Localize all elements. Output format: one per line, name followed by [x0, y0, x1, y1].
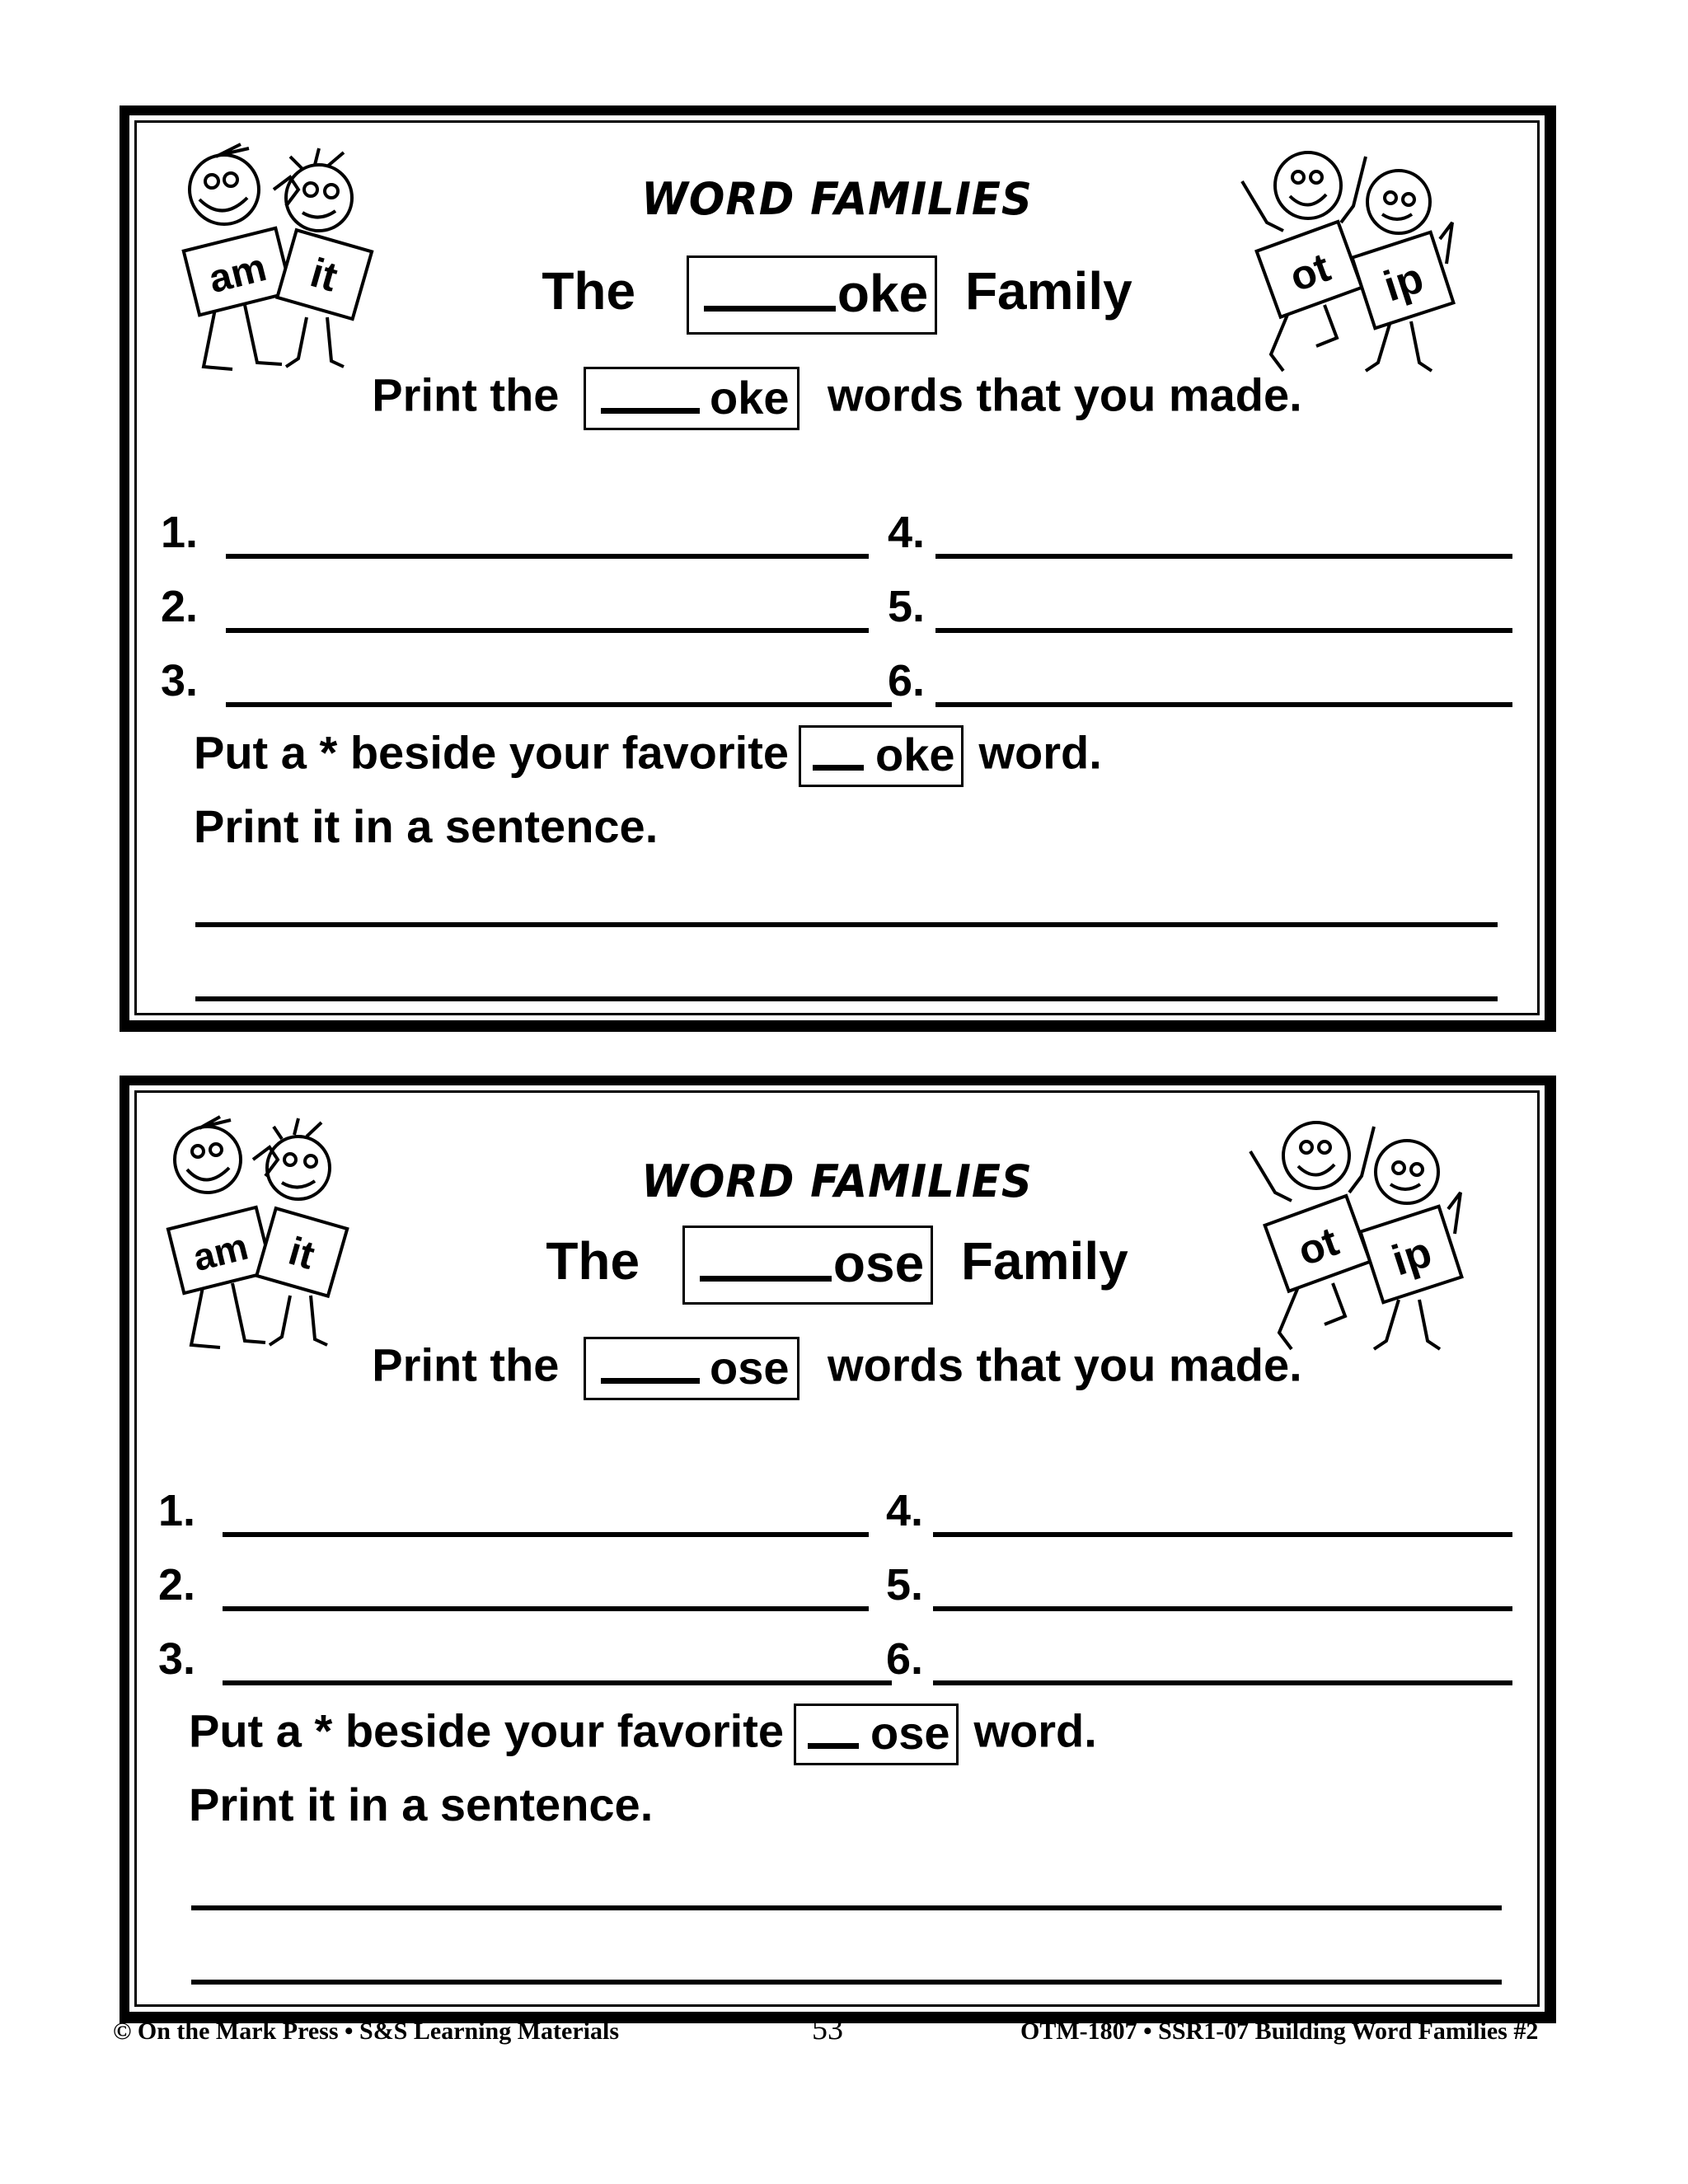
worksheet-card-oke [120, 105, 1556, 1032]
number-5: 5. [888, 582, 926, 631]
answer-line-3[interactable] [226, 702, 892, 707]
sentence-line-1[interactable] [195, 922, 1498, 927]
print-ending: ose [709, 1342, 790, 1394]
number-1: 1. [161, 508, 199, 557]
number-3: 3. [161, 656, 199, 705]
favorite-ending: ose [870, 1707, 950, 1759]
svg-text:am: am [188, 1224, 253, 1280]
heading: WORD FAMILIES [641, 1155, 1033, 1207]
blank [601, 1378, 700, 1384]
answer-line-4[interactable] [935, 554, 1512, 559]
favorite-ending: oke [874, 729, 955, 780]
svg-text:am: am [204, 245, 271, 302]
print-tail: words that you made. [828, 368, 1302, 421]
answer-line-4[interactable] [933, 1532, 1512, 1537]
print-ending-box [584, 367, 800, 430]
family-prefix: The [546, 1230, 640, 1291]
print-ending: oke [709, 372, 790, 424]
family-prefix: The [542, 260, 636, 321]
answer-line-5[interactable] [935, 628, 1512, 633]
print-instruction [129, 367, 1545, 430]
number-2: 2. [158, 1560, 196, 1610]
worksheet-card-ose [120, 1076, 1556, 2023]
number-6: 6. [886, 1634, 924, 1684]
svg-text:ot: ot [1283, 243, 1336, 301]
sentence-prompt: Print it in a sentence. [194, 800, 659, 852]
svg-text:ip: ip [1377, 254, 1429, 312]
number-4: 4. [886, 1486, 924, 1535]
blank [808, 1743, 859, 1749]
print-prefix: Print the [372, 368, 560, 421]
family-heading [129, 1226, 1545, 1305]
number-5: 5. [886, 1560, 924, 1610]
print-tail: words that you made. [828, 1338, 1302, 1391]
heading: WORD FAMILIES [641, 173, 1033, 225]
sentence-prompt: Print it in a sentence. [189, 1779, 654, 1830]
sentence-line-2[interactable] [195, 996, 1498, 1001]
svg-text:it: it [305, 249, 343, 301]
family-heading [129, 255, 1545, 335]
answer-line-6[interactable] [933, 1680, 1512, 1685]
number-6: 6. [888, 656, 926, 705]
favorite-tail: word. [978, 726, 1102, 779]
family-label: Family [960, 1230, 1128, 1291]
favorite-ending-box [799, 725, 964, 787]
sentence-line-2[interactable] [191, 1980, 1502, 1985]
answer-line-3[interactable] [223, 1680, 892, 1685]
favorite-ending-box [794, 1704, 959, 1765]
blank [813, 765, 864, 771]
blank [601, 408, 700, 414]
print-instruction [129, 1337, 1545, 1400]
favorite-instruction [194, 725, 1102, 787]
footer-publisher: © On the Mark Press • S&S Learning Materials [113, 2018, 619, 2045]
number-4: 4. [888, 508, 926, 557]
answer-line-2[interactable] [226, 628, 869, 633]
number-3: 3. [158, 1634, 196, 1684]
svg-text:ip: ip [1386, 1228, 1437, 1286]
family-ending-box [682, 1226, 933, 1305]
answer-line-6[interactable] [935, 702, 1512, 707]
page-number: 53 [812, 2012, 843, 2046]
print-ending-box [584, 1337, 800, 1400]
number-2: 2. [161, 582, 199, 631]
number-1: 1. [158, 1486, 196, 1535]
sentence-line-1[interactable] [191, 1905, 1502, 1910]
answer-line-1[interactable] [223, 1532, 869, 1537]
blank [704, 306, 836, 312]
favorite-prefix: Put a * beside your favorite [189, 1704, 784, 1757]
answer-line-1[interactable] [226, 554, 869, 559]
blank [700, 1276, 832, 1282]
family-ending: ose [832, 1234, 925, 1293]
favorite-prefix: Put a * beside your favorite [194, 726, 789, 779]
favorite-instruction [189, 1704, 1097, 1765]
answer-line-2[interactable] [223, 1606, 869, 1611]
family-ending-box [687, 255, 937, 335]
family-label: Family [964, 260, 1132, 321]
print-prefix: Print the [372, 1338, 560, 1391]
answer-line-5[interactable] [933, 1606, 1512, 1611]
svg-text:ot: ot [1292, 1217, 1344, 1275]
favorite-tail: word. [973, 1704, 1097, 1757]
svg-text:it: it [284, 1229, 320, 1278]
family-ending: oke [837, 264, 929, 323]
footer-product-code: OTM-1807 • SSR1-07 Building Word Families #2 [1020, 2018, 1539, 2045]
